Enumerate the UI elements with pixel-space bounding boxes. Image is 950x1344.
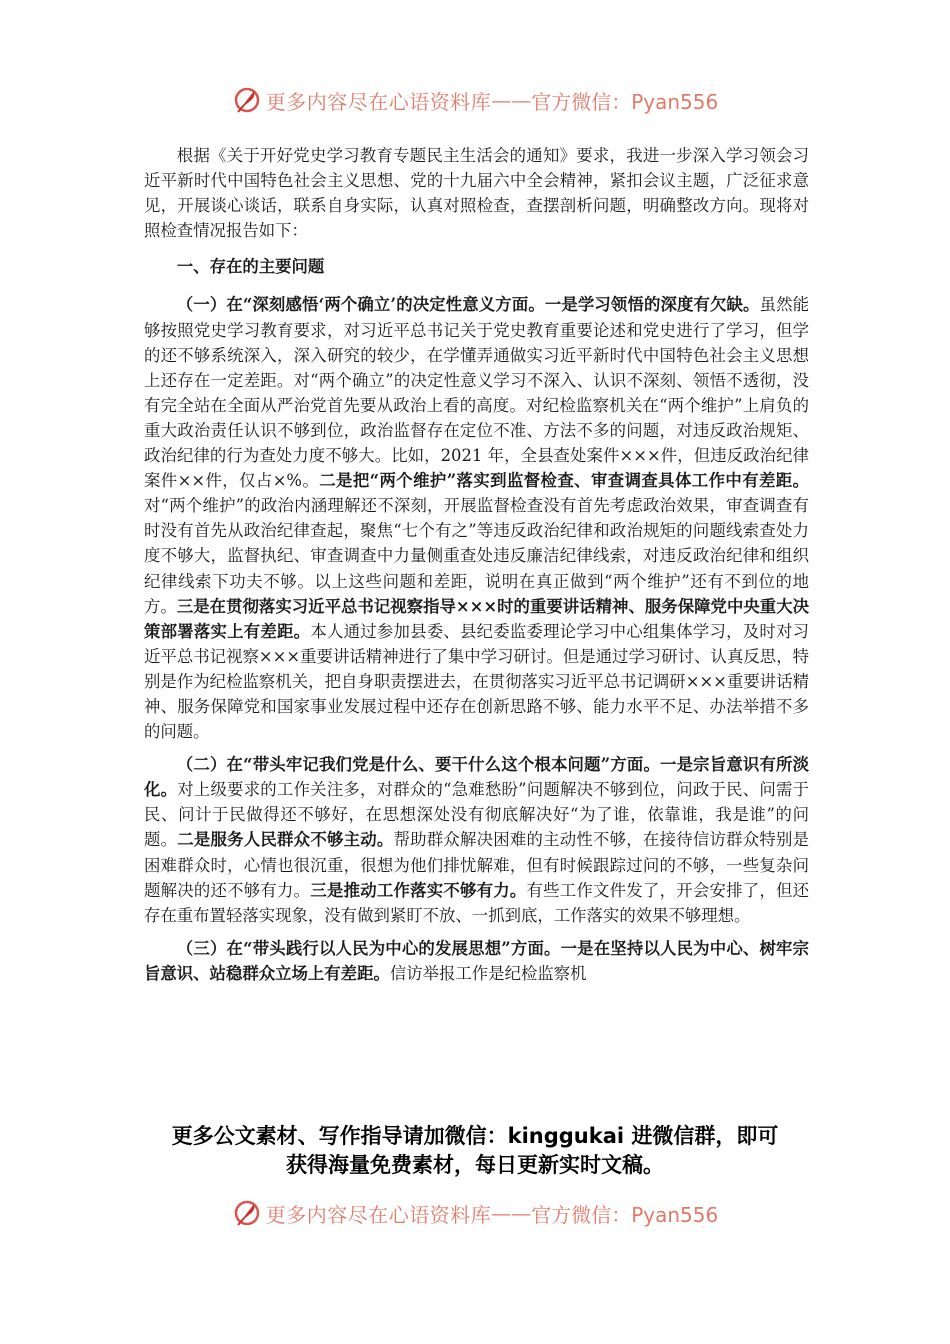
document-body — [144, 143, 809, 986]
section-heading: 一、存在的主要问题 — [176, 257, 325, 277]
section-2-title: （二）在“带头牢记我们党是什么、要干什么这个根本问题”方面。一是宗旨意识有所淡化。 — [144, 755, 809, 800]
banner-site-name: 更多内容尽在心语资料库 — [265, 89, 492, 114]
section-2-text-2: 帮助群众解决困难的主动性不够，在接待信访群众特别是困难群众时，心情也很沉重，很想为他们排忧解难，但有时候跟踪过问的不够，一些复杂问题解决的还不够有力。 — [144, 830, 810, 900]
section-1-text-2: 对“两个维护”的政治内涵理解还不深刻，开展监督检查没有首先考虑政治效果，审查调查有时没有首先从政治纪律查起，聚焦“七个有之”等违反政治纪律和政治规矩的问题线索查处力度不够大，监督执纪、审查调查中力量侧重查处违反廉洁纪律线索，对违反政治纪律和组织纪律线索下功夫不够。以上这些问题和差距，说明在真正做到“两个维护”还有不到位的地方。 — [144, 496, 809, 616]
quill-logo-icon — [232, 1198, 262, 1228]
section-1-point-3: 三是在贯彻落实习近平总书记视察指导×××时的重要讲话精神、服务保障党中央重大决策部署落实上有差距。 — [144, 596, 810, 641]
header-watermark — [0, 80, 950, 120]
section-1-title: （一）在“深刻感悟‘两个确立’的决定性意义方面。一是学习领悟的深度有欠缺。 — [176, 295, 760, 315]
section-1-point-2: 二是把“两个维护”落实到监督检查、审查调查具体工作中有差距。 — [319, 471, 809, 491]
section-3-title: （三）在“带头践行以人民为中心的发展思想”方面。一是在坚持以人民为中心、树牢宗旨意识、站稳群众立场上有差距。 — [144, 938, 809, 983]
section-3-paragraph — [144, 936, 809, 986]
banner-contact: 官方微信：Pyan556 — [531, 1202, 719, 1227]
section-2-point-3: 三是推动工作落实不够有力。 — [310, 880, 527, 900]
intro-paragraph: 根据《关于开好党史学习教育专题民主生活会的通知》要求，我进一步深入学习领会习近平新时代中国特色社会主义思想、党的十九届六中全会精神，紧扣会议主题，广泛征求意见，开展谈心谈话，联系自身实际，认真对照检查，查摆剖析问题，明确整改方向。现将对照检查情况报告如下： — [144, 146, 809, 241]
section-2-text-1: 对上级要求的工作关注多，对群众的“急难愁盼”问题解决不够到位，问政于民、问需于民、问计于民做得还不够好，在思想深处没有彻底解决好“为了谁，依靠谁，我是谁”的问题。 — [144, 780, 809, 850]
section-2-point-2: 二是服务人民群众不够主动。 — [177, 830, 394, 850]
banner-site-name: 更多内容尽在心语资料库 — [265, 1202, 492, 1227]
section-1-text-1: 虽然能够按照党史学习教育要求，对习近平总书记关于党史教育重要论述和党史进行了学习，但学的还不够系统深入，深入研究的较少，在学懂弄通做实习近平新时代中国特色社会主义思想上还存在一定差距。对“两个确立”的决定性意义学习不深入、认识不深刻、领悟不透彻，没有完全站在全面从严治党首先要从政治上看的高度。对纪检监察机关在“两个维护”上肩负的重大政治责任认识不够到位，政治监督存在定位不准、方法不多的问题，对违反政治规矩、政治纪律的行为查处力度不够大。比如，2021 年，全县查处案件×××件，但违反政治纪律案件××件，仅占×%。 — [144, 295, 810, 491]
promo-notice — [0, 1122, 950, 1180]
quill-logo-icon — [232, 85, 262, 115]
section-1-paragraph — [144, 292, 809, 744]
promo-line-2: 获得海量免费素材，每日更新实时文稿。 — [286, 1153, 664, 1177]
section-3-text-1: 信访举报工作是纪检监察机 — [389, 963, 587, 983]
section-2-text-3: 有些工作文件发了，开会安排了，但还存在重布置轻落实现象，没有做到紧盯不放、一抓到底，工作落实的效果不够理想。 — [144, 880, 810, 925]
section-1-text-3: 本人通过参加县委、县纪委监委理论学习中心组集体学习，及时对习近平总书记视察×××重要讲话精神进行了集中学习研讨。但是通过学习研讨、认真反思，特别是作为纪检监察机关，把自身职责摆进去，在贯彻落实习近平总书记调研×××重要讲话精神、服务保障党和国家事业发展过程中还存在创新思路不够、能力水平不足、办法举措不多的问题。 — [144, 621, 810, 742]
banner-contact: 官方微信：Pyan556 — [531, 89, 719, 114]
banner-dash: —— — [491, 88, 532, 112]
section-2-paragraph — [144, 752, 809, 928]
banner-dash: —— — [491, 1201, 532, 1225]
footer-watermark — [0, 1193, 950, 1233]
promo-line-1: 更多公文素材、写作指导请加微信：kinggukai 进微信群，即可 — [171, 1124, 779, 1148]
